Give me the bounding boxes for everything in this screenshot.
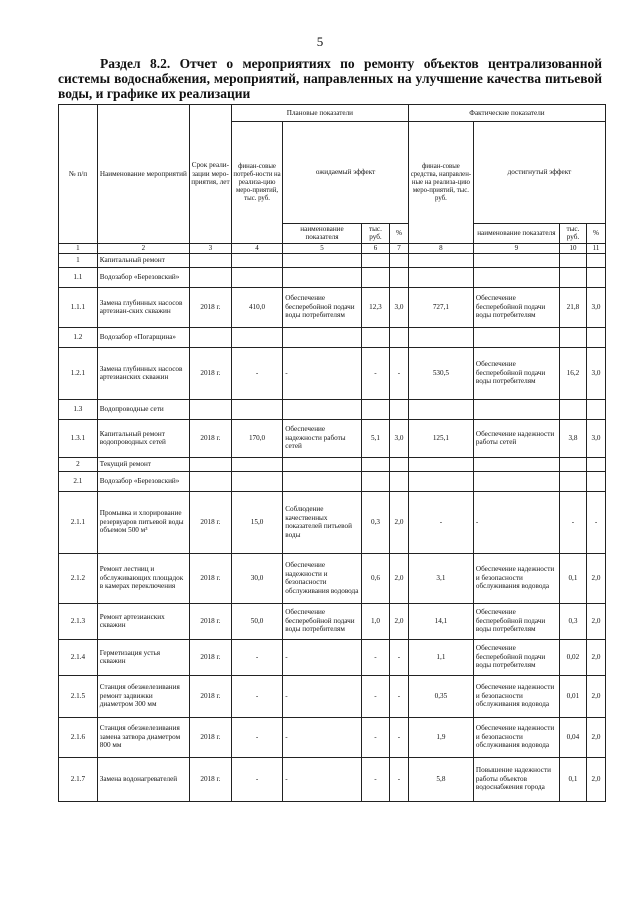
row-no: 2.1.1 xyxy=(59,491,98,553)
row-exp-name: Обеспечение бесперебойной подачи воды потребителям xyxy=(283,287,362,327)
row-no: 2 xyxy=(59,457,98,471)
row-no: 1 xyxy=(59,253,98,267)
row-no: 2.1.5 xyxy=(59,675,98,717)
row-plan-fin: - xyxy=(231,717,282,757)
row-ach-pct: 2,0 xyxy=(587,675,606,717)
col-number: 7 xyxy=(390,244,409,254)
row-ach-name: Обеспечение бесперебойной подачи воды потребителям xyxy=(473,287,559,327)
row-name: Станция обезжелезивания замена затвора диаметром 800 мм xyxy=(97,717,189,757)
row-ach-rub: 0,01 xyxy=(559,675,586,717)
section-row xyxy=(59,457,606,471)
empty-cell xyxy=(189,253,231,267)
table-row xyxy=(59,553,606,603)
row-exp-rub: 1,0 xyxy=(361,603,389,639)
empty-cell xyxy=(408,399,473,419)
header-achieved: достигнутый эффект xyxy=(473,122,605,224)
empty-cell xyxy=(189,457,231,471)
row-fact-fin: - xyxy=(408,491,473,553)
row-plan-fin: 410,0 xyxy=(231,287,282,327)
row-exp-name: - xyxy=(283,347,362,399)
row-exp-name: - xyxy=(283,717,362,757)
row-ach-pct: 2,0 xyxy=(587,757,606,801)
row-fact-fin: 5,8 xyxy=(408,757,473,801)
row-ach-rub: 21,8 xyxy=(559,287,586,327)
empty-cell xyxy=(390,253,409,267)
empty-cell xyxy=(473,457,559,471)
table-row xyxy=(59,717,606,757)
header-ach-pct: % xyxy=(587,223,606,243)
row-exp-rub: - xyxy=(361,347,389,399)
row-ach-rub: 0,04 xyxy=(559,717,586,757)
header-exp-indicator: наименование показателя xyxy=(283,223,362,243)
table-row xyxy=(59,757,606,801)
row-plan-fin: - xyxy=(231,347,282,399)
empty-cell xyxy=(559,327,586,347)
col-number: 1 xyxy=(59,244,98,254)
row-exp-pct: - xyxy=(390,757,409,801)
row-ach-name: Обеспечение бесперебойной подачи воды потребителям xyxy=(473,347,559,399)
empty-cell xyxy=(361,457,389,471)
row-term: 2018 г. xyxy=(189,757,231,801)
row-plan-fin: 30,0 xyxy=(231,553,282,603)
empty-cell xyxy=(559,457,586,471)
empty-cell xyxy=(189,327,231,347)
row-ach-pct: 3,0 xyxy=(587,419,606,457)
row-exp-pct: - xyxy=(390,347,409,399)
empty-cell xyxy=(231,471,282,491)
section-row xyxy=(59,267,606,287)
row-exp-name: - xyxy=(283,675,362,717)
row-ach-pct: 2,0 xyxy=(587,639,606,675)
row-exp-name: - xyxy=(283,757,362,801)
row-ach-name: Обеспечение бесперебойной подачи воды потребителям xyxy=(473,603,559,639)
row-ach-name: Обеспечение надежности и безопасности обслуживания водовода xyxy=(473,553,559,603)
row-exp-pct: 2,0 xyxy=(390,491,409,553)
page-number: 5 xyxy=(316,34,324,49)
empty-cell xyxy=(559,267,586,287)
header-exp-thous: тыс. руб. xyxy=(361,223,389,243)
empty-cell xyxy=(473,267,559,287)
row-exp-rub: 0,3 xyxy=(361,491,389,553)
empty-cell xyxy=(408,253,473,267)
header-exp-pct: % xyxy=(390,223,409,243)
row-name: Станция обезжелезивания ремонт задвижки диаметром 300 мм xyxy=(97,675,189,717)
empty-cell xyxy=(390,471,409,491)
row-fact-fin: 0,35 xyxy=(408,675,473,717)
row-no: 2.1.7 xyxy=(59,757,98,801)
row-plan-fin: - xyxy=(231,675,282,717)
empty-cell xyxy=(559,471,586,491)
row-plan-fin: - xyxy=(231,757,282,801)
col-number: 11 xyxy=(587,244,606,254)
row-ach-name: Обеспечение бесперебойной подачи воды потребителям xyxy=(473,639,559,675)
row-exp-name: Обеспечение надежности и безопасности обслуживания водовода xyxy=(283,553,362,603)
row-ach-rub: 0,02 xyxy=(559,639,586,675)
col-number: 8 xyxy=(408,244,473,254)
row-plan-fin: 50,0 xyxy=(231,603,282,639)
header-actual: Фактические показатели xyxy=(408,105,605,122)
header-plan-fin: финан-совые потреб-ности на реализа-цию меро-приятий, тыс. руб. xyxy=(231,122,282,244)
empty-cell xyxy=(283,471,362,491)
section-row xyxy=(59,471,606,491)
empty-cell xyxy=(231,457,282,471)
row-no: 2.1 xyxy=(59,471,98,491)
row-no: 1.1.1 xyxy=(59,287,98,327)
empty-cell xyxy=(231,253,282,267)
col-number: 3 xyxy=(189,244,231,254)
row-ach-rub: 16,2 xyxy=(559,347,586,399)
row-ach-name: Обеспечение надежности и безопасности обслуживания водовода xyxy=(473,675,559,717)
empty-cell xyxy=(361,471,389,491)
empty-cell xyxy=(390,399,409,419)
col-number: 2 xyxy=(97,244,189,254)
column-numbers-row xyxy=(59,244,606,254)
row-ach-pct: 2,0 xyxy=(587,717,606,757)
row-exp-pct: - xyxy=(390,675,409,717)
row-ach-pct: - xyxy=(587,491,606,553)
empty-cell xyxy=(189,267,231,287)
table-row xyxy=(59,603,606,639)
row-term: 2018 г. xyxy=(189,717,231,757)
empty-cell xyxy=(559,399,586,419)
row-plan-fin: 15,0 xyxy=(231,491,282,553)
row-term: 2018 г. xyxy=(189,675,231,717)
row-ach-rub: 3,8 xyxy=(559,419,586,457)
row-no: 2.1.2 xyxy=(59,553,98,603)
empty-cell xyxy=(473,327,559,347)
row-exp-name: Обеспечение надежности работы сетей xyxy=(283,419,362,457)
row-name: Капитальный ремонт xyxy=(97,253,189,267)
row-name: Ремонт лестниц и обслуживающих площадок в камерах переключения xyxy=(97,553,189,603)
row-exp-rub: - xyxy=(361,717,389,757)
empty-cell xyxy=(361,399,389,419)
row-no: 1.3 xyxy=(59,399,98,419)
empty-cell xyxy=(231,267,282,287)
empty-cell xyxy=(587,253,606,267)
col-number: 5 xyxy=(283,244,362,254)
row-name: Замена глубинных насосов артезианских скважин xyxy=(97,347,189,399)
empty-cell xyxy=(361,267,389,287)
row-fact-fin: 3,1 xyxy=(408,553,473,603)
row-ach-rub: 0,3 xyxy=(559,603,586,639)
empty-cell xyxy=(587,457,606,471)
header-fact-fin: финан-совые средства, направлен-ные на реализа-цию меро-приятий, тыс. руб. xyxy=(408,122,473,244)
col-number: 6 xyxy=(361,244,389,254)
row-ach-name: Обеспечение надежности и безопасности обслуживания водовода xyxy=(473,717,559,757)
row-no: 2.1.3 xyxy=(59,603,98,639)
row-exp-pct: - xyxy=(390,717,409,757)
row-no: 1.2.1 xyxy=(59,347,98,399)
empty-cell xyxy=(283,399,362,419)
row-ach-rub: - xyxy=(559,491,586,553)
header-expected: ожидаемый эффект xyxy=(283,122,409,224)
empty-cell xyxy=(390,457,409,471)
empty-cell xyxy=(408,327,473,347)
row-name: Капитальный ремонт водопроводных сетей xyxy=(97,419,189,457)
empty-cell xyxy=(283,253,362,267)
empty-cell xyxy=(473,399,559,419)
row-exp-pct: 3,0 xyxy=(390,287,409,327)
table-row xyxy=(59,419,606,457)
table-row xyxy=(59,491,606,553)
header-no: № п/п xyxy=(59,105,98,244)
col-number: 4 xyxy=(231,244,282,254)
row-name: Водозабор «Погарщина» xyxy=(97,327,189,347)
section-row xyxy=(59,253,606,267)
empty-cell xyxy=(283,327,362,347)
empty-cell xyxy=(473,253,559,267)
header-term: Срок реали-зации меро-приятия, лет xyxy=(189,105,231,244)
empty-cell xyxy=(390,327,409,347)
row-plan-fin: - xyxy=(231,639,282,675)
row-fact-fin: 727,1 xyxy=(408,287,473,327)
header-planned: Плановые показатели xyxy=(231,105,408,122)
row-fact-fin: 1,1 xyxy=(408,639,473,675)
row-term: 2018 г. xyxy=(189,419,231,457)
row-name: Текущий ремонт xyxy=(97,457,189,471)
row-name: Ремонт артезианских скважин xyxy=(97,603,189,639)
row-exp-pct: 3,0 xyxy=(390,419,409,457)
row-exp-rub: 12,3 xyxy=(361,287,389,327)
row-name: Замена водонагревателей xyxy=(97,757,189,801)
row-term: 2018 г. xyxy=(189,491,231,553)
row-no: 2.1.6 xyxy=(59,717,98,757)
row-exp-name: Обеспечение бесперебойной подачи воды потребителям xyxy=(283,603,362,639)
document-title: Раздел 8.2. Отчет о мероприятиях по ремонту объектов централизованной системы водоснабжения, мероприятий, направленных на улучшение качества питьевой воды, и графике их реализации xyxy=(58,56,602,101)
row-name: Замена глубинных насосов артезиан-ских скважин xyxy=(97,287,189,327)
row-name: Водопроводные сети xyxy=(97,399,189,419)
row-ach-name: Повышение надежности работы объектов водоснабжения города xyxy=(473,757,559,801)
row-term: 2018 г. xyxy=(189,287,231,327)
row-no: 1.2 xyxy=(59,327,98,347)
row-exp-pct: - xyxy=(390,639,409,675)
section-row xyxy=(59,327,606,347)
row-exp-rub: 0,6 xyxy=(361,553,389,603)
report-body xyxy=(59,253,606,801)
row-name: Водозабор «Березовский» xyxy=(97,471,189,491)
empty-cell xyxy=(283,267,362,287)
row-exp-pct: 2,0 xyxy=(390,603,409,639)
row-term: 2018 г. xyxy=(189,553,231,603)
row-exp-name: Соблюдение качественных показателей питьевой воды xyxy=(283,491,362,553)
row-exp-rub: - xyxy=(361,675,389,717)
empty-cell xyxy=(408,267,473,287)
row-term: 2018 г. xyxy=(189,603,231,639)
empty-cell xyxy=(361,253,389,267)
row-term: 2018 г. xyxy=(189,347,231,399)
row-exp-rub: 5,1 xyxy=(361,419,389,457)
row-name: Герметизация устья скважин xyxy=(97,639,189,675)
empty-cell xyxy=(408,457,473,471)
empty-cell xyxy=(559,253,586,267)
row-ach-name: - xyxy=(473,491,559,553)
row-plan-fin: 170,0 xyxy=(231,419,282,457)
row-exp-rub: - xyxy=(361,757,389,801)
table-row xyxy=(59,639,606,675)
row-ach-pct: 2,0 xyxy=(587,553,606,603)
row-ach-pct: 2,0 xyxy=(587,603,606,639)
header-ach-thous: тыс. руб. xyxy=(559,223,586,243)
empty-cell xyxy=(587,471,606,491)
row-fact-fin: 14,1 xyxy=(408,603,473,639)
empty-cell xyxy=(189,399,231,419)
empty-cell xyxy=(587,327,606,347)
table-row xyxy=(59,287,606,327)
report-table xyxy=(58,104,606,802)
row-fact-fin: 1,9 xyxy=(408,717,473,757)
empty-cell xyxy=(283,457,362,471)
row-ach-pct: 3,0 xyxy=(587,347,606,399)
col-number: 10 xyxy=(559,244,586,254)
empty-cell xyxy=(231,399,282,419)
empty-cell xyxy=(361,327,389,347)
row-fact-fin: 530,5 xyxy=(408,347,473,399)
row-name: Промывка и хлорирование резервуаров питьевой воды объемом 500 м³ xyxy=(97,491,189,553)
row-ach-name: Обеспечение надежности работы сетей xyxy=(473,419,559,457)
empty-cell xyxy=(390,267,409,287)
row-no: 1.1 xyxy=(59,267,98,287)
row-name: Водозабор «Березовский» xyxy=(97,267,189,287)
col-number: 9 xyxy=(473,244,559,254)
row-exp-rub: - xyxy=(361,639,389,675)
empty-cell xyxy=(408,471,473,491)
header-name: Наименование мероприятий xyxy=(97,105,189,244)
row-term: 2018 г. xyxy=(189,639,231,675)
empty-cell xyxy=(189,471,231,491)
row-exp-name: - xyxy=(283,639,362,675)
row-ach-rub: 0,1 xyxy=(559,757,586,801)
empty-cell xyxy=(587,267,606,287)
table-row xyxy=(59,347,606,399)
section-row xyxy=(59,399,606,419)
table-row xyxy=(59,675,606,717)
row-exp-pct: 2,0 xyxy=(390,553,409,603)
empty-cell xyxy=(587,399,606,419)
row-ach-pct: 3,0 xyxy=(587,287,606,327)
row-no: 1.3.1 xyxy=(59,419,98,457)
row-ach-rub: 0,1 xyxy=(559,553,586,603)
empty-cell xyxy=(231,327,282,347)
row-fact-fin: 125,1 xyxy=(408,419,473,457)
row-no: 2.1.4 xyxy=(59,639,98,675)
empty-cell xyxy=(473,471,559,491)
header-ach-indicator: наименование показателя xyxy=(473,223,559,243)
